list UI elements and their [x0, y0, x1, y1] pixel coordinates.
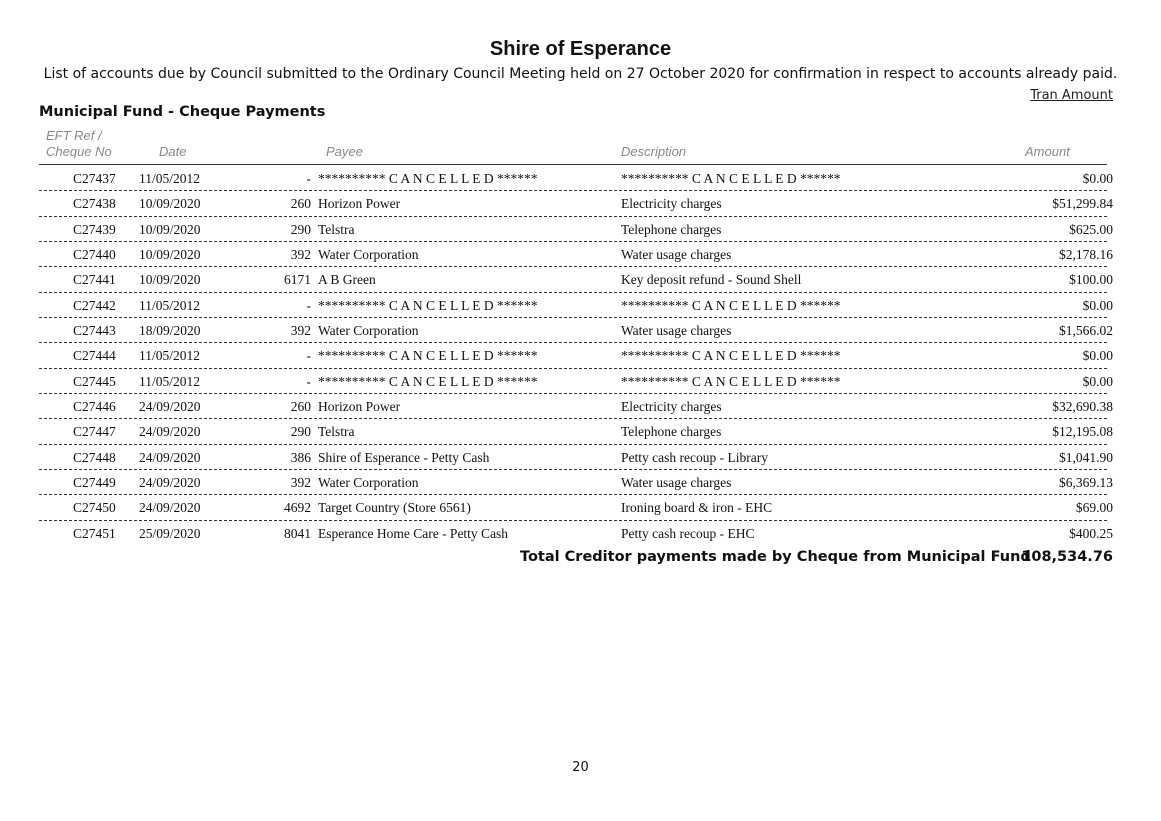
cell-date: 24/09/2020 [139, 500, 201, 516]
table-row [39, 267, 1113, 292]
cell-payee: Horizon Power [318, 196, 401, 212]
cell-payee: ********** C A N C E L L E D ****** [318, 297, 538, 313]
cell-amount: $0.00 [1082, 348, 1113, 364]
cell-cheque-ref: C27447 [73, 424, 116, 440]
cell-date: 10/09/2020 [139, 272, 201, 288]
cell-payee-code: 392 [290, 475, 311, 491]
document-title: Shire of Esperance [489, 38, 672, 60]
table-row [39, 242, 1113, 267]
cell-date: 11/05/2012 [139, 373, 201, 389]
cell-description: ********** C A N C E L L E D ****** [621, 348, 841, 364]
cell-date: 10/09/2020 [139, 247, 201, 263]
cell-cheque-ref: C27444 [73, 348, 116, 364]
cell-cheque-ref: C27451 [73, 525, 116, 541]
cell-date: 11/05/2012 [139, 348, 201, 364]
cell-payee: Water Corporation [318, 323, 419, 339]
cell-payee: Esperance Home Care - Petty Cash [318, 525, 509, 541]
cell-description: Water usage charges [621, 247, 732, 263]
cell-payee-code: 4692 [284, 500, 311, 516]
cell-description: Water usage charges [621, 475, 732, 491]
table-row [39, 445, 1113, 470]
page-number: 20 [572, 760, 589, 775]
cell-description: Electricity charges [621, 399, 722, 415]
cell-payee: ********** C A N C E L L E D ****** [318, 373, 538, 389]
cell-payee: A B Green [318, 272, 376, 288]
cell-payee-code: - [306, 297, 311, 313]
table-row [39, 394, 1113, 419]
payments-table [39, 166, 1113, 546]
cell-amount: $1,566.02 [1059, 323, 1113, 339]
table-row [39, 217, 1113, 242]
cell-payee-code: - [306, 373, 311, 389]
cell-cheque-ref: C27438 [73, 196, 116, 212]
table-row [39, 369, 1113, 394]
cell-payee-code: 386 [290, 449, 311, 465]
cell-payee-code: 392 [290, 323, 311, 339]
cell-date: 24/09/2020 [139, 475, 201, 491]
cell-cheque-ref: C27439 [73, 221, 116, 237]
cell-cheque-ref: C27449 [73, 475, 116, 491]
header-ref-line2: Cheque No [46, 144, 112, 159]
table-header [39, 127, 1107, 165]
cell-amount: $625.00 [1069, 221, 1113, 237]
cell-cheque-ref: C27443 [73, 323, 116, 339]
total-value: 108,534.76 [1021, 549, 1113, 565]
tran-amount-label: Tran Amount [1030, 88, 1113, 103]
cell-payee: Water Corporation [318, 475, 419, 491]
header-payee: Payee [326, 144, 363, 159]
cell-payee: Target Country (Store 6561) [318, 500, 471, 516]
cell-payee-code: 260 [290, 399, 311, 415]
header-ref-line1: EFT Ref / [46, 128, 102, 143]
header-amount: Amount [1025, 144, 1070, 159]
cell-payee-code: 8041 [284, 525, 311, 541]
cell-amount: $1,041.90 [1059, 449, 1113, 465]
cell-cheque-ref: C27446 [73, 399, 116, 415]
cell-description: ********** C A N C E L L E D ****** [621, 171, 841, 186]
cell-description: Telephone charges [621, 424, 722, 440]
cell-payee-code: 290 [290, 221, 311, 237]
table-row [39, 318, 1113, 343]
cell-payee-code: - [306, 348, 311, 364]
cell-date: 10/09/2020 [139, 196, 201, 212]
cell-date: 10/09/2020 [139, 221, 201, 237]
cell-description: ********** C A N C E L L E D ****** [621, 297, 841, 313]
cell-payee: Water Corporation [318, 247, 419, 263]
cell-cheque-ref: C27437 [73, 171, 116, 186]
cell-description: Electricity charges [621, 196, 722, 212]
cell-date: 24/09/2020 [139, 424, 201, 440]
cell-cheque-ref: C27450 [73, 500, 116, 516]
total-label: Total Creditor payments made by Cheque from Municipal Fund [520, 549, 1031, 565]
cell-amount: $2,178.16 [1059, 247, 1113, 263]
cell-amount: $32,690.38 [1052, 399, 1113, 415]
section-title: Municipal Fund - Cheque Payments [39, 104, 326, 120]
table-row [39, 293, 1113, 318]
header-ref [46, 128, 112, 160]
cell-amount: $12,195.08 [1052, 424, 1113, 440]
cell-payee-code: 392 [290, 247, 311, 263]
cell-description: ********** C A N C E L L E D ****** [621, 373, 841, 389]
cell-cheque-ref: C27445 [73, 373, 116, 389]
cell-payee-code: - [306, 171, 311, 186]
cell-payee: ********** C A N C E L L E D ****** [318, 348, 538, 364]
cell-payee-code: 290 [290, 424, 311, 440]
cell-amount: $0.00 [1082, 171, 1113, 186]
cell-description: Petty cash recoup - Library [621, 449, 768, 465]
cell-payee: ********** C A N C E L L E D ****** [318, 171, 538, 186]
cell-payee: Horizon Power [318, 399, 401, 415]
cell-description: Key deposit refund - Sound Shell [621, 272, 802, 288]
cell-description: Petty cash recoup - EHC [621, 525, 755, 541]
cell-amount: $400.25 [1069, 525, 1113, 541]
cell-date: 18/09/2020 [139, 323, 201, 339]
cell-description: Ironing board & iron - EHC [621, 500, 773, 516]
cell-date: 24/09/2020 [139, 399, 201, 415]
table-row [39, 166, 1113, 191]
cell-date: 11/05/2012 [139, 297, 201, 313]
cell-description: Telephone charges [621, 221, 722, 237]
cell-date: 11/05/2012 [139, 171, 201, 186]
cell-payee-code: 260 [290, 196, 311, 212]
table-row [39, 419, 1113, 444]
table-row [39, 495, 1113, 520]
cell-amount: $51,299.84 [1052, 196, 1113, 212]
document-subtitle: List of accounts due by Council submitted to the Ordinary Council Meeting held on 27 October 2020 for confirmation in respect to accounts already paid. [43, 66, 1118, 82]
table-row [39, 521, 1113, 546]
header-description: Description [621, 144, 687, 159]
cell-amount: $0.00 [1082, 373, 1113, 389]
cell-payee: Telstra [318, 424, 355, 440]
header-date: Date [159, 144, 187, 159]
cell-amount: $100.00 [1069, 272, 1113, 288]
cell-payee-code: 6171 [284, 272, 311, 288]
cell-amount: $69.00 [1075, 500, 1113, 516]
cell-amount: $0.00 [1082, 297, 1113, 313]
cell-date: 25/09/2020 [139, 525, 201, 541]
cell-cheque-ref: C27441 [73, 272, 116, 288]
cell-description: Water usage charges [621, 323, 732, 339]
cell-date: 24/09/2020 [139, 449, 201, 465]
cell-payee: Shire of Esperance - Petty Cash [318, 449, 490, 465]
table-row [39, 343, 1113, 368]
cell-cheque-ref: C27442 [73, 297, 116, 313]
cell-amount: $6,369.13 [1059, 475, 1113, 491]
table-row [39, 191, 1113, 216]
cell-cheque-ref: C27448 [73, 449, 116, 465]
table-row [39, 470, 1113, 495]
cell-payee: Telstra [318, 221, 355, 237]
cell-cheque-ref: C27440 [73, 247, 116, 263]
